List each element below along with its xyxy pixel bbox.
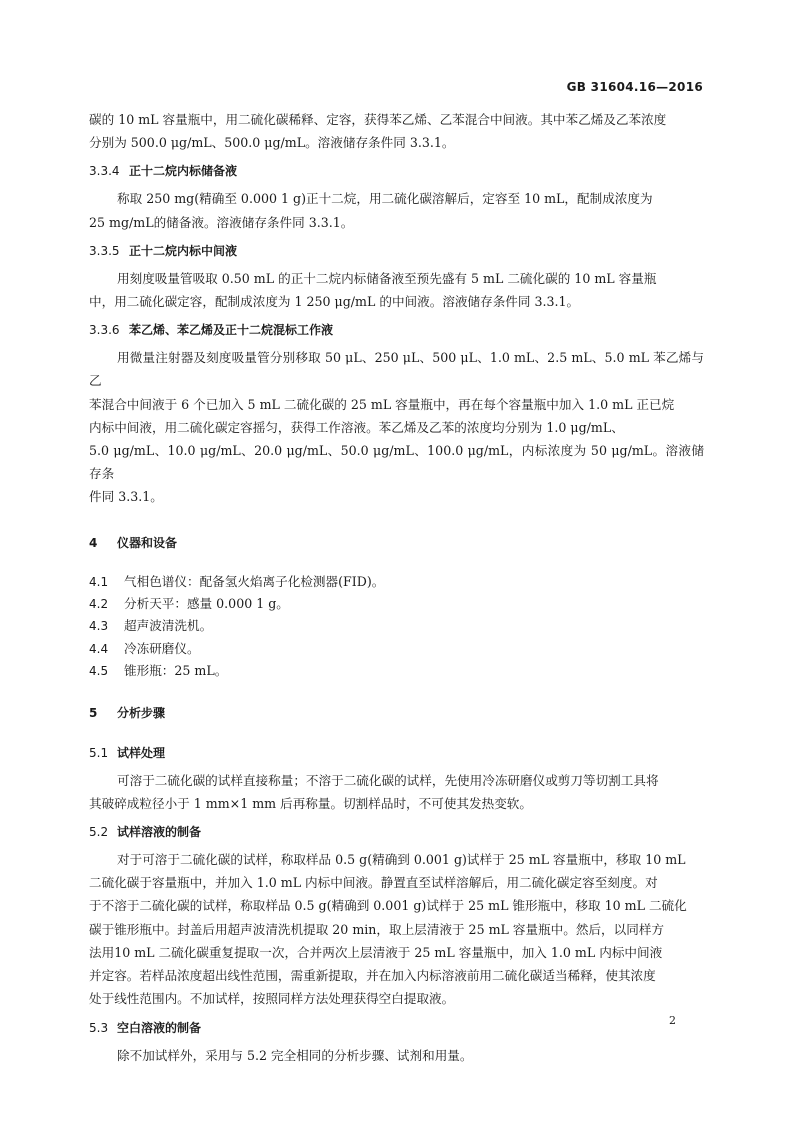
subsection-title: 试样溶液的制备 (117, 825, 202, 840)
subsection-heading-3-3-6 (89, 320, 704, 340)
intro-paragraph (89, 108, 704, 154)
paragraph-3-3-6 (89, 346, 704, 508)
text-line: 件同 3.3.1。 (89, 489, 163, 505)
subsection-title: 试样处理 (117, 745, 166, 760)
subsection-number: 5.3 (89, 1020, 109, 1035)
text-line: 除不加试样外，采用与 5.2 完全相同的分析步骤、试剂和用量。 (117, 1047, 473, 1063)
text-line: 中，用二硫化碳定容，配制成浓度为 1 250 μg/mL 的中间液。溶液储存条件同 3.3.1。 (89, 294, 580, 310)
list-item (89, 593, 704, 615)
list-item (89, 638, 704, 660)
paragraph-3-3-4 (89, 187, 704, 233)
item-number: 4.4 (89, 641, 109, 656)
text-line: 其破碎成粒径小于 1 mm×1 mm 后再称量。切割样品时，不可使其发热变软。 (89, 795, 532, 811)
section-title: 分析步骤 (117, 705, 166, 720)
page-number: 2 (669, 1014, 676, 1027)
subsection-title: 空白溶液的制备 (117, 1020, 202, 1035)
item-text: 气相色谱仪：配备氢火焰离子化检测器(FID)。 (124, 573, 385, 589)
intro-line: 碳的 10 mL 容量瓶中，用二硫化碳稀释、定容，获得苯乙烯、乙苯混合中间液。其中苯乙烯及乙苯浓度 (89, 112, 667, 127)
text-line: 用微量注射器及刻度吸量管分别移取 50 μL、250 μL、500 μL、1.0 mL、2.5 mL、5.0 mL 苯乙烯与乙 (89, 350, 704, 389)
section-heading-5 (89, 703, 704, 723)
subsection-heading-5-1 (89, 743, 704, 763)
text-line: 处于线性范围内。不加试样，按照同样方法处理获得空白提取液。 (89, 991, 455, 1007)
subsection-heading-3-3-5 (89, 241, 704, 261)
text-line: 25 mg/mL的储备液。溶液储存条件同 3.3.1。 (89, 214, 354, 230)
list-item (89, 660, 704, 682)
section-number: 5 (89, 705, 98, 720)
text-line: 用刻度吸量管吸取 0.50 mL 的正十二烷内标储备液至预先盛有 5 mL 二硫化碳的 10 mL 容量瓶 (117, 270, 657, 286)
subsection-number: 3.3.5 (89, 243, 120, 258)
paragraph-5-1 (89, 769, 704, 815)
text-line: 苯混合中间液于 6 个已加入 5 mL 二硫化碳的 25 mL 容量瓶中，再在每个容量瓶中加入 1.0 mL 正已烷 (89, 396, 675, 412)
intro-line: 分别为 500.0 μg/mL、500.0 μg/mL。溶液储存条件同 3.3.1。 (89, 135, 455, 151)
section-heading-4 (89, 533, 704, 553)
text-line: 对于可溶于二硫化碳的试样，称取样品 0.5 g(精确到 0.001 g)试样于 25 mL 容量瓶中，移取 10 mL (117, 852, 686, 868)
subsection-number: 3.3.6 (89, 323, 120, 338)
paragraph-5-2 (89, 848, 704, 1010)
text-line: 5.0 μg/mL、10.0 μg/mL、20.0 μg/mL、50.0 μg/mL、100.0 μg/mL，内标浓度为 50 μg/mL。溶液储存条 (89, 443, 704, 482)
list-item (89, 615, 704, 637)
section-number: 4 (89, 535, 98, 550)
subsection-title: 苯乙烯、苯乙烯及正十二烷混标工作液 (129, 323, 334, 338)
text-line: 法用10 mL 二硫化碳重复提取一次，合并两次上层清液于 25 mL 容量瓶中，加入 1.0 mL 内标中间液 (89, 944, 663, 960)
text-line: 可溶于二硫化碳的试样直接称量；不溶于二硫化碳的试样，先使用冷冻研磨仪或剪刀等切割工具将 (117, 772, 659, 788)
subsection-heading-5-2 (89, 822, 704, 842)
subsection-title: 正十二烷内标储备液 (129, 164, 238, 179)
text-line: 于不溶于二硫化碳的试样，称取样品 0.5 g(精确到 0.001 g)试样于 25 mL 锥形瓶中，移取 10 mL 二硫化 (89, 898, 687, 914)
subsection-heading-5-3 (89, 1018, 704, 1038)
item-number: 4.2 (89, 597, 109, 612)
paragraph-5-3 (89, 1044, 704, 1067)
page-content (89, 108, 704, 1067)
subsection-number: 5.2 (89, 825, 109, 840)
item-text: 分析天平：感量 0.000 1 g。 (124, 596, 289, 612)
item-number: 4.5 (89, 664, 109, 679)
text-line: 并定容。若样品浓度超出线性范围，需重新提取，并在加入内标溶液前用二硫化碳适当稀释，使其浓度 (89, 968, 656, 984)
paragraph-3-3-5 (89, 267, 704, 313)
item-text: 冷冻研磨仪。 (124, 640, 200, 656)
item-text: 超声波清洗机。 (124, 618, 213, 634)
item-number: 4.1 (89, 574, 109, 589)
text-line: 二硫化碳于容量瓶中，并加入 1.0 mL 内标中间液。静置直至试样溶解后，用二硫化碳定容至刻度。对 (89, 875, 658, 891)
subsection-heading-3-3-4 (89, 161, 704, 181)
text-line: 碳于锥形瓶中。封盖后用超声波清洗机提取 20 min，取上层清液于 25 mL 容量瓶中。然后，以同样方 (89, 921, 665, 937)
item-number: 4.3 (89, 619, 109, 634)
subsection-number: 3.3.4 (89, 164, 120, 179)
section-title: 仪器和设备 (117, 535, 178, 550)
equipment-list (89, 571, 704, 683)
subsection-number: 5.1 (89, 745, 109, 760)
list-item (89, 571, 704, 593)
standard-code: GB 31604.16—2016 (566, 80, 703, 94)
text-line: 内标中间液，用二硫化碳定容摇匀，获得工作溶液。苯乙烯及乙苯的浓度均分别为 1.0 μg/mL、 (89, 419, 624, 435)
subsection-title: 正十二烷内标中间液 (129, 243, 238, 258)
item-text: 锥形瓶：25 mL。 (124, 663, 228, 679)
text-line: 称取 250 mg(精确至 0.000 1 g)正十二烷，用二硫化碳溶解后，定容至 10 mL，配制成浓度为 (117, 191, 653, 207)
